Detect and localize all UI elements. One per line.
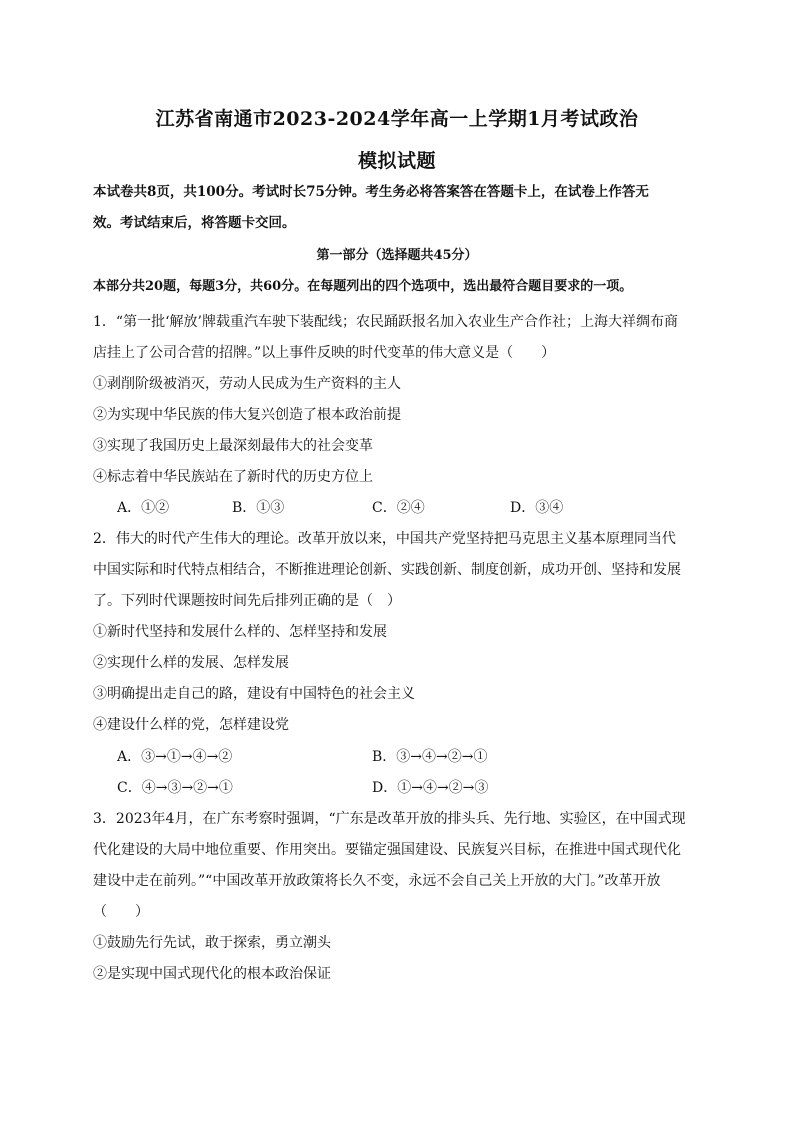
question-2-stem-line: 2．伟大的时代产生伟大的理论。改革开放以来，中国共产党坚持把马克思主义基本原理同当代 xyxy=(93,531,676,547)
question-1-option-c: C．②④ xyxy=(372,500,425,516)
question-1-option-d: D．③④ xyxy=(510,500,564,516)
question-2-item: ③明确提出走自己的路，建设有中国特色的社会主义 xyxy=(93,686,415,702)
question-3-stem-line: （ ） xyxy=(93,904,149,920)
question-1-item: ①剥削阶级被消灭，劳动人民成为生产资料的主人 xyxy=(93,376,401,392)
question-3-item: ①鼓励先行先试，敢于探索，勇立潮头 xyxy=(93,935,331,951)
section-title: 第一部分（选择题共45分） xyxy=(316,248,478,263)
intro-line: 效。考试结束后，将答题卡交回。 xyxy=(93,215,296,231)
question-1-item: ②为实现中华民族的伟大复兴创造了根本政治前提 xyxy=(93,407,401,423)
question-1-option-b: B．①③ xyxy=(232,500,285,516)
exam-intro xyxy=(93,177,693,239)
question-1-item: ③实现了我国历史上最深刻最伟大的社会变革 xyxy=(93,438,373,454)
exam-title: 江苏省南通市2023-2024学年高一上学期1月考试政治 xyxy=(155,108,639,130)
question-2-item: ①新时代坚持和发展什么样的、怎样坚持和发展 xyxy=(93,624,387,640)
question-1-stem-line: 店挂上了公司合营的招牌。”以上事件反映的时代变革的伟大意义是（ ） xyxy=(93,345,556,361)
exam-subtitle: 模拟试题 xyxy=(357,150,436,172)
question-1-option-a: A．①② xyxy=(117,500,170,516)
question-2-option-d: D．①→④→②→③ xyxy=(372,780,489,796)
question-3-item: ②是实现中国式现代化的根本政治保证 xyxy=(93,966,331,982)
question-1-item: ④标志着中华民族站在了新时代的历史方位上 xyxy=(93,469,373,485)
question-3-stem-line: 3．2023年4月，在广东考察时强调，“广东是改革开放的排头兵、先行地、实验区，在中国式现 xyxy=(93,811,686,827)
section-instructions: 本部分共20题，每题3分，共60分。在每题列出的四个选项中，选出最符合题目要求的一项。 xyxy=(93,279,633,294)
question-2-option-b: B．③→④→②→① xyxy=(372,749,488,765)
question-3-stem-line: 建设中走在前列。”“中国改革开放政策将长久不变，永远不会自己关上开放的大门。”改革开放 xyxy=(93,873,661,889)
question-2-option-c: C．④→③→②→① xyxy=(117,780,233,796)
question-2-option-a: A．③→①→④→② xyxy=(117,749,233,765)
question-3-stem-line: 代化建设的大局中地位重要、作用突出。要锚定强国建设、民族复兴目标，在推进中国式现代化 xyxy=(93,842,681,858)
question-2-stem-line: 了。下列时代课题按时间先后排列正确的是（ ） xyxy=(93,593,401,609)
question-1-stem-line: 1．“第一批‘解放’牌载重汽车驶下装配线；农民踊跃报名加入农业生产合作社；上海大祥绸布商 xyxy=(93,314,678,330)
question-2-item: ④建设什么样的党，怎样建设党 xyxy=(93,717,289,733)
intro-line: 本试卷共8页，共100分。考试时长75分钟。考生务必将答案答在答题卡上，在试卷上作答无 xyxy=(93,184,649,200)
question-2-stem-line: 中国实际和时代特点相结合，不断推进理论创新、实践创新、制度创新，成功开创、坚持和发展 xyxy=(93,562,681,578)
question-2-item: ②实现什么样的发展、怎样发展 xyxy=(93,655,289,671)
